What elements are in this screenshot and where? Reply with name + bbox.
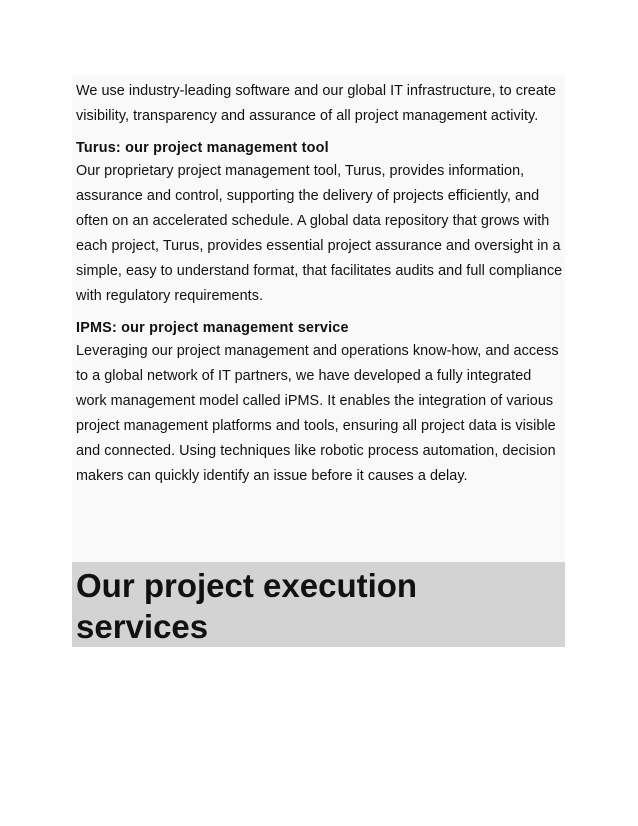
section-title: Our project execution services — [76, 567, 418, 645]
ipms-paragraph: Leveraging our project management and operations know-how, and access to a global network of IT partners, we have developed a fully integrated work management model called iPMS. It enables the integration of various project management platforms and tools, ensuring all project data is visible and connected. Using techniques like robotic process automation, decision makers can quickly identify an issue before it causes a delay. — [76, 343, 559, 484]
intro-paragraph: We use industry-leading software and our global IT infrastructure, to create visibility, transparency and assurance of all project management activity. — [76, 83, 557, 124]
ipms-heading: IPMS: our project management service — [76, 320, 349, 336]
turus-heading: Turus: our project management tool — [76, 140, 329, 156]
document-body — [76, 79, 564, 489]
turus-paragraph: Our proprietary project management tool, Turus, provides information, assurance and control, supporting the delivery of projects efficiently, and often on an accelerated schedule. A global data repository that grows with each project, Turus, provides essential project assurance and oversight in a simple, easy to understand format, that facilitates audits and full compliance with regulatory requirements. — [76, 163, 563, 304]
